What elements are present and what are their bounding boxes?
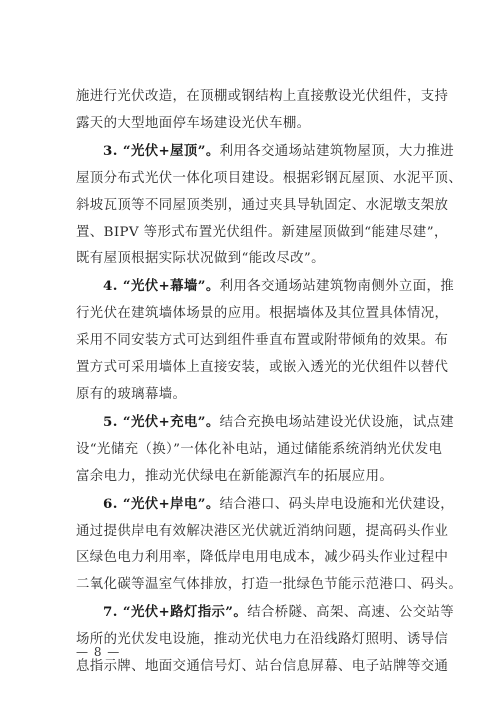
paragraph-shore-power	[76, 491, 463, 600]
text-line: 置方式可采用墙体上直接安装，或嵌入透光的光伏组件以替代	[76, 360, 449, 376]
section-heading: 4. “光伏+幕墙”。	[103, 278, 220, 295]
text-line: 屋顶分布式光伏一体化项目建设。根据彩钢瓦屋顶、水泥平顶、	[76, 170, 463, 186]
text-run: 利用各交通场站建筑物屋顶，大力推进	[219, 143, 455, 159]
text-line: 既有屋顶根据实际状况做到“能改尽改”。	[76, 251, 325, 267]
section-heading: 7. “光伏+路灯指示”。	[103, 604, 248, 621]
paragraph-charging	[76, 409, 455, 491]
text-line-first	[76, 599, 455, 627]
text-line-first	[76, 138, 455, 166]
text-line-first	[76, 491, 455, 519]
text-line: 露天的大型地面停车场建设光伏车棚。	[76, 115, 311, 131]
text-line: 区绿色电力利用率，降低岸电用电成本，减少码头作业过程中	[76, 550, 449, 566]
section-heading: 3. “光伏+屋顶”。	[103, 142, 220, 159]
text-line-first	[76, 409, 455, 437]
text-run: 结合桥隧、高架、高速、公交站等	[247, 605, 455, 621]
text-line: 采用不同安装方式可达到组件垂直布置或附带倾角的效果。布	[76, 333, 449, 349]
section-heading: 6. “光伏+岸电”。	[103, 495, 220, 512]
text-line: 通过提供岸电有效解决港区光伏就近消纳问题，提高码头作业	[76, 523, 449, 539]
page-number: — 8 —	[76, 645, 121, 659]
text-line: 行光伏在建筑墙体场景的应用。根据墙体及其位置具体情况，	[76, 306, 449, 322]
text-line: 置、BIPV 等形式布置光伏组件。新建屋顶做到“能建尽建”，	[76, 224, 448, 240]
section-heading: 5. “光伏+充电”。	[103, 413, 220, 430]
paragraph-street-lights	[76, 599, 455, 681]
text-line: 二氧化碳等温室气体排放，打造一批绿色节能示范港口、码头。	[76, 577, 463, 593]
text-line: 原有的玻璃幕墙。	[76, 386, 187, 402]
text-line: 息指示牌、地面交通信号灯、站台信息屏幕、电子站牌等交通	[76, 659, 449, 675]
body-text	[76, 84, 463, 681]
text-line: 施进行光伏改造，在顶棚或钢结构上直接敷设光伏组件，支持	[76, 89, 449, 104]
text-line: 设“光储充（换）”一体化补电站，通过储能系统消纳光伏发电	[76, 441, 443, 457]
paragraph-rooftop	[76, 138, 463, 274]
text-line: 斜坡瓦顶等不同屋顶类别，通过夹具导轨固定、水泥墩支架放	[76, 197, 449, 213]
text-run: 结合港口、码头岸电设施和光伏建设，	[219, 496, 455, 512]
paragraph-curtain-wall	[76, 273, 455, 409]
paragraph-continuation	[76, 84, 449, 138]
text-run: 利用各交通场站建筑物南侧外立面，推	[219, 279, 455, 295]
text-line-first	[76, 273, 455, 301]
text-line: 富余电力，推动光伏绿电在新能源汽车的拓展应用。	[76, 468, 394, 484]
text-run: 结合充换电场站建设光伏设施，试点建	[219, 414, 455, 430]
text-line: 场所的光伏发电设施，推动光伏电力在沿线路灯照明、诱导信	[76, 632, 449, 648]
